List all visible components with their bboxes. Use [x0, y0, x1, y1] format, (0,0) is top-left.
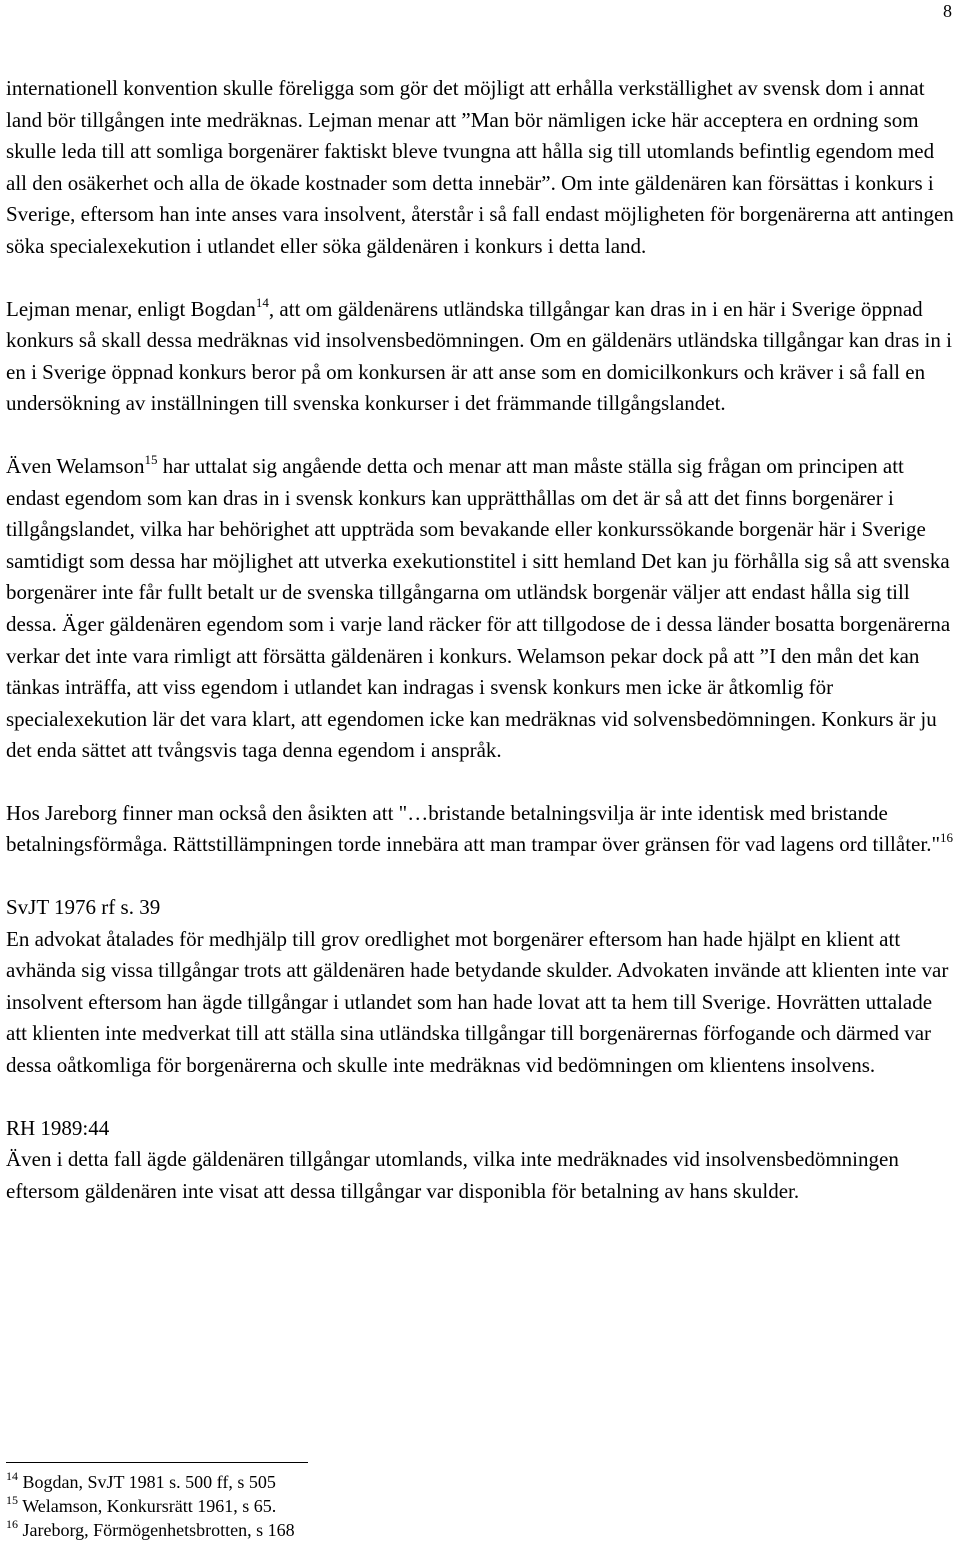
- footnote-separator: [6, 1462, 308, 1463]
- footnote-15: [6, 1494, 295, 1518]
- footnote-text: Bogdan, SvJT 1981 s. 500 ff, s 505: [22, 1472, 276, 1492]
- paragraph-4: [6, 798, 954, 861]
- paragraph-2: [6, 294, 954, 420]
- case-2-heading: RH 1989:44: [6, 1115, 110, 1140]
- paragraph-2-rest: , att om gäldenärens utländska tillgångar kan dras in i en här i Sverige öppnad konkurs så skall dessa medräknas vid insolvensbedömningen. Om en gäldenärs utländska tillgångar kan dras in i en i Sverige öppnad konkurs beror på om konkursen är att anse som en domicilkonkurs och kräver i så fall en undersökning av inställningen till svenska konkurser i det främmande tillgångslandet.: [6, 296, 952, 416]
- footnote-16: [6, 1518, 295, 1542]
- footnote-ref-16[interactable]: 16: [940, 830, 954, 846]
- case-1-heading: SvJT 1976 rf s. 39: [6, 895, 161, 920]
- footnote-text: Jareborg, Förmögenhetsbrotten, s 168: [22, 1520, 295, 1540]
- paragraph-3: [6, 451, 954, 767]
- paragraph-3-start: Även Welamson: [6, 453, 145, 478]
- page-number: 8: [943, 1, 952, 21]
- paragraph-3-rest: har uttalat sig angående detta och menar att man måste ställa sig frågan om principen att endast egendom som kan dras in i svensk konkurs kan upprätthållas om det är så att det finns borgenärer i tillgångslandet, vilka har behörighet att uppträda som bevakande eller konkurssökande borgenär här i Sverige samtidigt som dessa har möjlighet att utverka exekutionstitel i sitt hemland Det kan ju förhålla sig så att svenska borgenärer inte får fullt betalt ur de svenska tillgångarna om utländsk borgenär väljer att endast hålla sig till dessa. Äger gäldenären egendom som i varje land räcker för att tillgodose de i dessa länder bosatta borgenärerna verkar det inte vara rimligt att försätta gäldenären i konkurs. Welamson pekar dock på att ”I den mån det kan tänkas inträffa, att viss egendom i utlandet kan indragas i svensk konkurs men icke är åtkomlig för specialexekution lär det vara klart, att egendomen icke kan medräknas vid solvensbedömningen. Konkurs är ju det enda sättet att tvångsvis taga denna egendom i anspråk.: [6, 453, 951, 763]
- paragraph-2-start: Lejman menar, enligt Bogdan: [6, 296, 256, 321]
- footnotes: [6, 1470, 295, 1542]
- case-2-text: Även i detta fall ägde gäldenären tillgångar utomlands, vilka inte medräknades vid insolvensbedömningen eftersom gäldenären inte visat att dessa tillgångar var disponibla för betalning av hans skulder.: [6, 1147, 899, 1203]
- footnote-number: 16: [6, 1517, 18, 1531]
- footnote-ref-15[interactable]: 15: [144, 451, 158, 467]
- footnote-ref-14[interactable]: 14: [255, 294, 269, 310]
- paragraph-4-text: Hos Jareborg finner man också den åsikten att "…bristande betalningsvilja är inte identisk med bristande betalningsförmåga. Rättstillämpningen torde innebära att man trampar över gränsen för vad lagens ord tillåter.": [6, 800, 941, 857]
- case-1-text: En advokat åtalades för medhjälp till grov oredlighet mot borgenärer eftersom han hade hjälpt en klient att avhända sig vissa tillgångar trots att gäldenären hade betydande skulder. Advokaten invände att klienten inte var insolvent eftersom han ägde tillgångar i utlandet som han hade lovat att ta hem till Sverige. Hovrätten uttalade att klienten inte medverkat till att ställa sina utländska tillgångar till borgenärernas förfogande och därmed var dessa oåtkomliga för borgenärerna och skulle inte medräknas vid bedömningen om klientens insolvens.: [6, 926, 949, 1078]
- footnote-number: 14: [6, 1469, 18, 1483]
- document-body: [6, 73, 954, 1207]
- footnote-14: [6, 1470, 295, 1494]
- footnote-text: Welamson, Konkursrätt 1961, s 65.: [22, 1496, 277, 1516]
- footnote-number: 15: [6, 1493, 18, 1507]
- paragraph-1: internationell konvention skulle föreligga som gör det möjligt att erhålla verkställighet av svensk dom i annat land bör tillgången inte medräknas. Lejman menar att ”Man bör nämligen icke här acceptera en ordning som skulle leda till att somliga borgenärer faktiskt bleve tvungna att hålla sig till utomlands befintlig egendom med all den osäkerhet och alla de ökade kostnader som detta innebär”. Om inte gäldenären kan försättas i konkurs i Sverige, eftersom han inte anses vara insolvent, återstår i så fall endast möjligheten för borgenärerna att antingen söka specialexekution i utlandet eller söka gäldenären i konkurs i detta land.: [6, 76, 954, 258]
